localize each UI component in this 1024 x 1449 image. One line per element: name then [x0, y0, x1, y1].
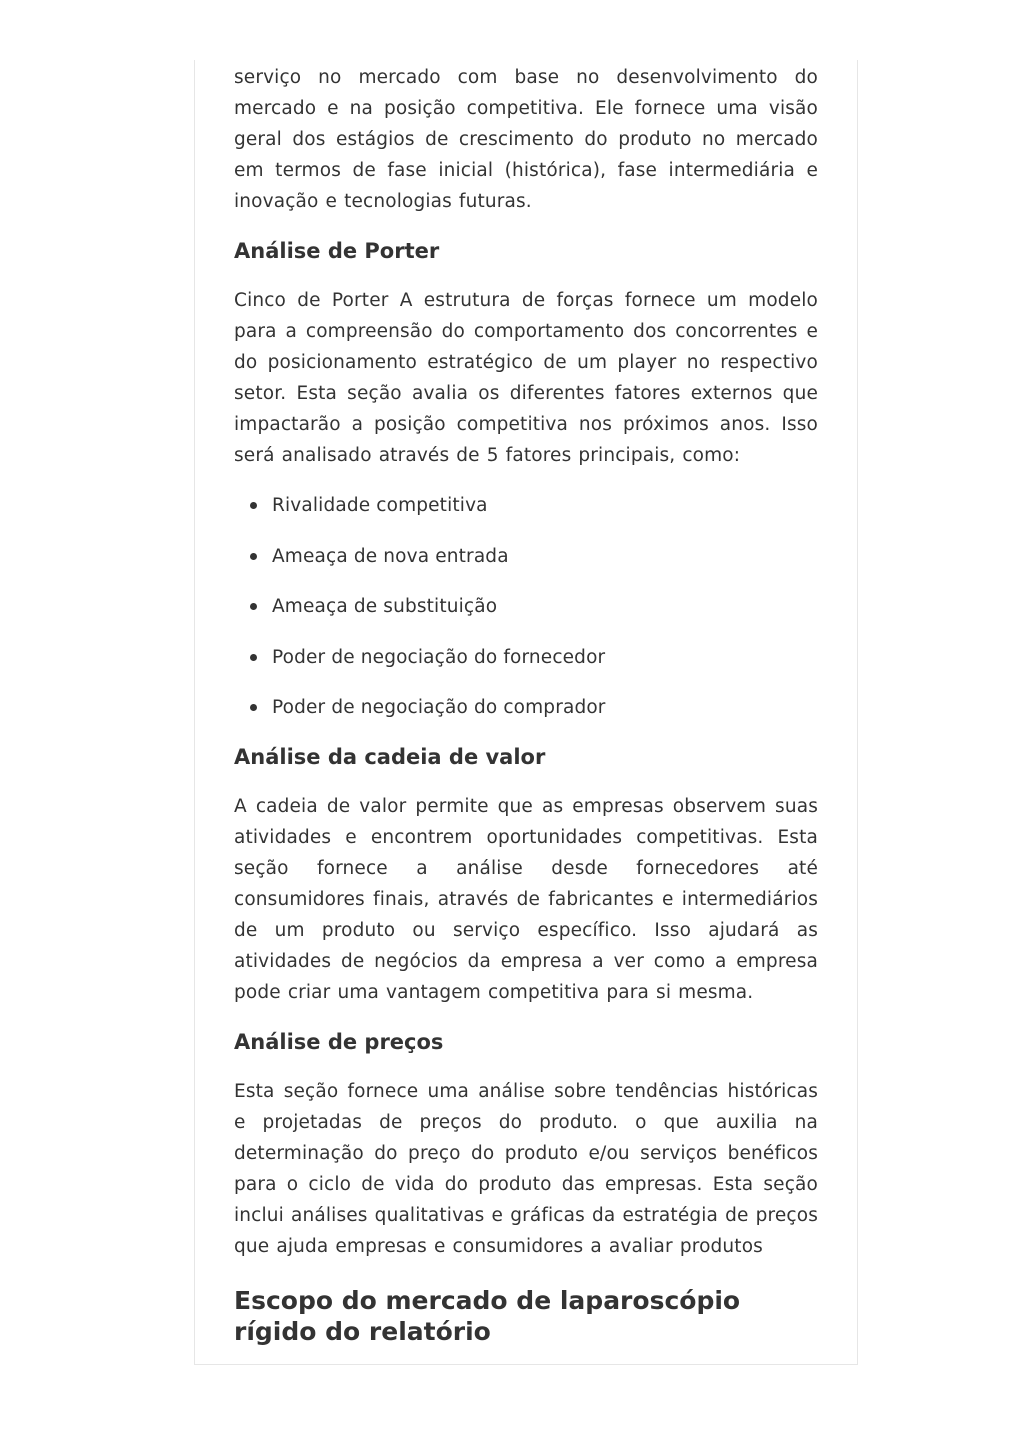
list-item-text: Ameaça de substituição	[272, 596, 498, 617]
intro-paragraph: serviço no mercado com base no desenvolvimento do mercado e na posição competitiva. Ele fornece uma visão geral dos estágios de crescimento do produto no mercado em termos de fase inicial (histórica), fase intermediária e inovação e tecnologias futuras.	[234, 67, 818, 212]
bullet-icon	[250, 704, 257, 711]
bullet-icon	[250, 603, 257, 610]
bullet-icon	[250, 654, 257, 661]
porter-forces-list	[234, 490, 818, 723]
porter-paragraph: Cinco de Porter A estrutura de forças fornece um modelo para a compreensão do comportamento dos concorrentes e do posicionamento estratégico de um player no respectivo setor. Esta seção avalia os diferentes fatores externos que impactarão a posição competitiva nos próximos anos. Isso será analisado através de 5 fatores principais, como:	[234, 290, 818, 466]
bullet-icon	[250, 553, 257, 560]
list-item-text: Ameaça de nova entrada	[272, 545, 509, 567]
list-item-text: Rivalidade competitiva	[272, 495, 488, 516]
pricing-heading: Análise de preços	[234, 1030, 444, 1054]
bullet-icon	[250, 502, 257, 509]
value-chain-paragraph: A cadeia de valor permite que as empresas observem suas atividades e encontrem oportunidades competitivas. Esta seção fornece a análise desde fornecedores até consumidores finais, através de fabricantes e intermediários de um produto ou serviço específico. Isso ajudará as atividades de negócios da empresa a ver como a empresa pode criar uma vantagem competitiva para si mesma.	[234, 796, 818, 1003]
value-chain-heading: Análise da cadeia de valor	[234, 745, 546, 769]
article-content	[234, 62, 818, 1347]
list-item	[234, 591, 818, 622]
porter-heading: Análise de Porter	[234, 239, 440, 263]
list-item	[234, 490, 818, 521]
list-item	[234, 692, 818, 723]
pricing-paragraph: Esta seção fornece uma análise sobre tendências históricas e projetadas de preços do produto. o que auxilia na determinação do preço do produto e/ou serviços benéficos para o ciclo de vida do produto das empresas. Esta seção inclui análises qualitativas e gráficas da estratégia de preços que ajuda empresas e consumidores a avaliar produtos	[234, 1081, 818, 1257]
list-item	[234, 642, 818, 673]
list-item-text: Poder de negociação do comprador	[272, 697, 606, 718]
list-item	[234, 541, 818, 572]
list-item-text: Poder de negociação do fornecedor	[272, 646, 606, 668]
scope-heading: Escopo do mercado de laparoscópio rígido do relatório	[234, 1286, 741, 1346]
